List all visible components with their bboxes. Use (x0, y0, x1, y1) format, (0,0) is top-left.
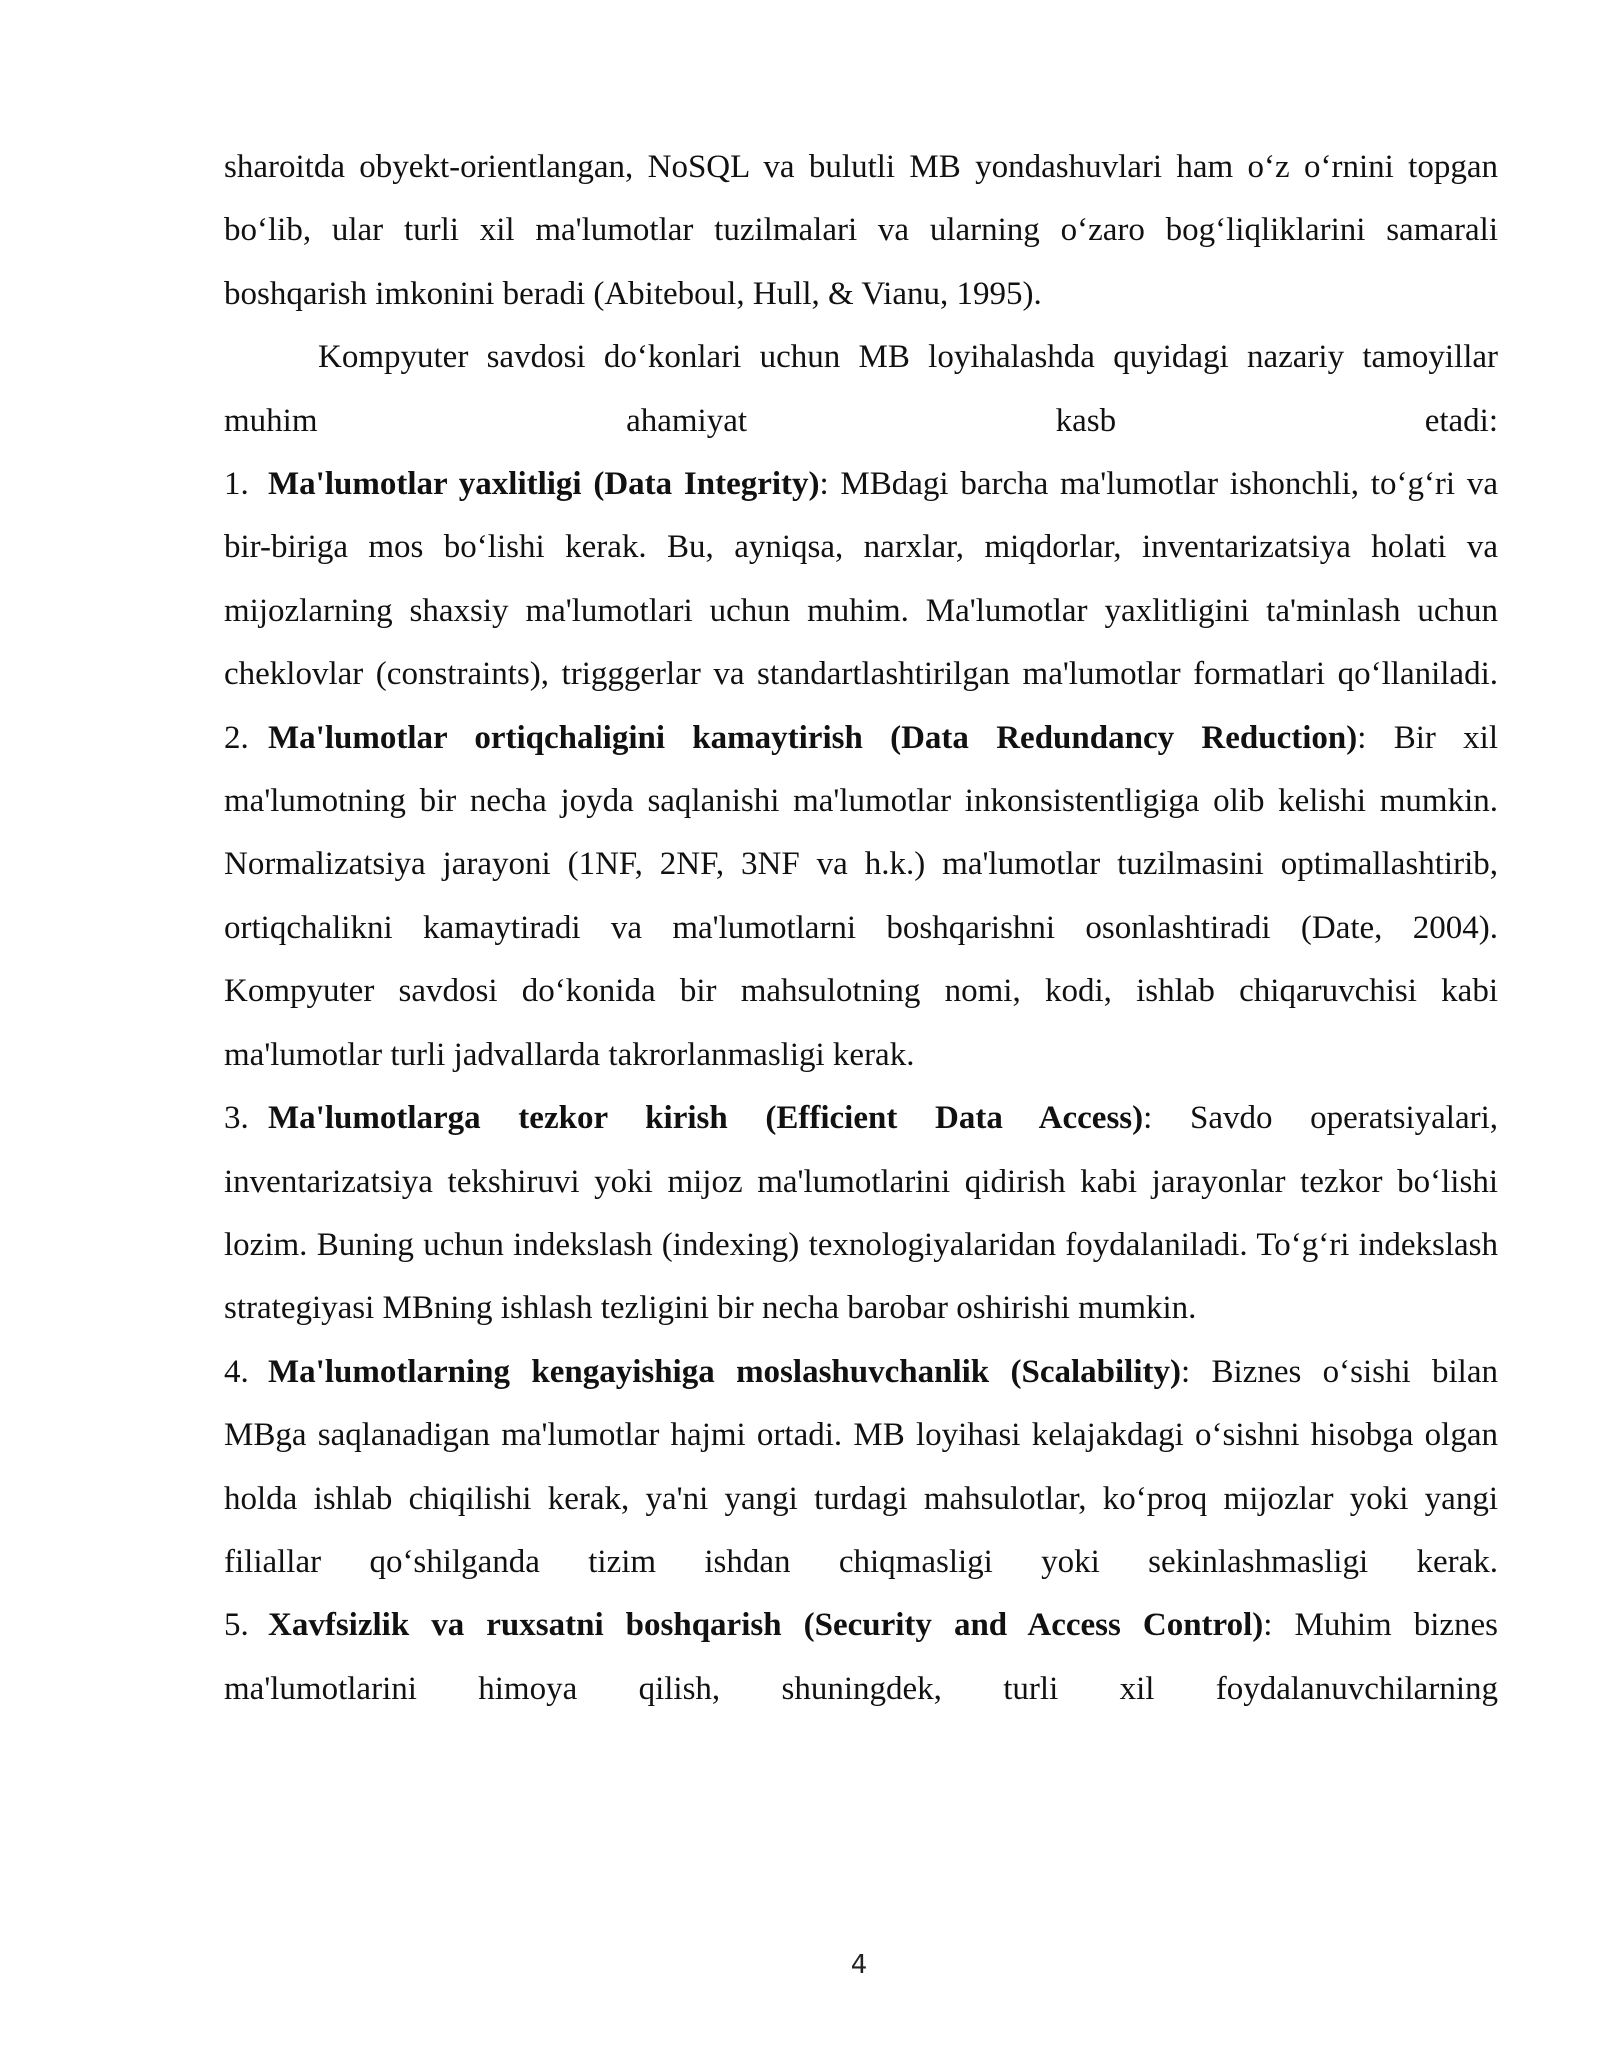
list-item-title: Xavfsizlik va ruxsatni boshqarish (Security and Access Control) (268, 1607, 1264, 1644)
list-item-title: Ma'lumotlar ortiqchaligini kamaytirish (Data Redundancy Reduction) (268, 719, 1358, 756)
list-item-4 (224, 1341, 1498, 1595)
body-text (224, 136, 1498, 1721)
list-item-number: 1. (224, 466, 249, 503)
list-item-text: : Muhim biznes ma'lumotlarini himoya qilish, shuningdek, turli xil foydalanuvchilarning (224, 1607, 1499, 1707)
continuation-paragraph: sharoitda obyekt-orientlangan, NoSQL va bulutli MB yondashuvlari ham o‘z o‘rnini topgan bo‘lib, ular turli xil ma'lumotlar tuzilmalari va ularning o‘zaro bog‘liqliklarini samarali boshqarish imkonini beradi (Abiteboul, Hull, & Vianu, 1995). (224, 149, 1498, 312)
list-item-title: Ma'lumotlarga tezkor kirish (Efficient Data Access) (268, 1100, 1144, 1137)
list-item-number: 5. (224, 1607, 249, 1644)
list-item-3 (224, 1087, 1498, 1341)
list-item-number: 4. (224, 1353, 249, 1390)
list-item-title: Ma'lumotlarning kengayishiga moslashuvchanlik (Scalability) (268, 1353, 1181, 1390)
list-item-number: 3. (224, 1100, 249, 1137)
list-item-text: : Biznes o‘sishi bilan MBga saqlanadigan ma'lumotlar hajmi ortadi. MB loyihasi kelajakdagi o‘sishni hisobga olgan holda ishlab chiqilishi kerak, ya'ni yangi turdagi mahsulotlar, ko‘proq mijozlar yoki yangi filiallar qo‘shilganda tizim ishdan chiqmasligi yoki sekinlashmasligi kerak. (224, 1353, 1498, 1580)
list-item-1 (224, 453, 1498, 707)
intro-paragraph: Kompyuter savdosi do‘konlari uchun MB loyihalashda quyidagi nazariy tamoyillar muhim ahamiyat kasb etadi: (224, 339, 1498, 439)
list-item-number: 2. (224, 719, 249, 756)
list-item-title: Ma'lumotlar yaxlitligi (Data Integrity) (268, 466, 820, 503)
list-item-5 (224, 1594, 1498, 1721)
list-item-2 (224, 707, 1498, 1087)
list-item-text: : MBdagi barcha ma'lumotlar ishonchli, to‘g‘ri va bir-biriga mos bo‘lishi kerak. Bu, ayniqsa, narxlar, miqdorlar, inventarizatsiya holati va mijozlarning shaxsiy ma'lumotlari uchun muhim. Ma'lumotlar yaxlitligini ta'minlash uchun cheklovlar (constraints), trigggerlar va standartlashtirilgan ma'lumotlar formatlari qo‘llaniladi. (224, 466, 1498, 693)
page-number: 4 (850, 1950, 868, 1980)
list-item-text: : Bir xil ma'lumotning bir necha joyda saqlanishi ma'lumotlar inkonsistentligiga olib kelishi mumkin. Normalizatsiya jarayoni (1NF, 2NF, 3NF va h.k.) ma'lumotlar tuzilmasini optimallashtirib, ortiqchalikni kamaytiradi va ma'lumotlarni boshqarishni osonlashtiradi (Date, 2004). Kompyuter savdosi do‘konida bir mahsulotning nomi, kodi, ishlab chiqaruvchisi kabi ma'lumotlar turli jadvallarda takrorlanmasligi kerak. (224, 719, 1498, 1073)
list-item-text: : Savdo operatsiyalari, inventarizatsiya tekshiruvi yoki mijoz ma'lumotlarini qidirish kabi jarayonlar tezkor bo‘lishi lozim. Buning uchun indekslash (indexing) texnologiyalaridan foydalaniladi. To‘g‘ri indekslash strategiyasi MBning ishlash tezligini bir necha barobar oshirishi mumkin. (224, 1100, 1498, 1327)
